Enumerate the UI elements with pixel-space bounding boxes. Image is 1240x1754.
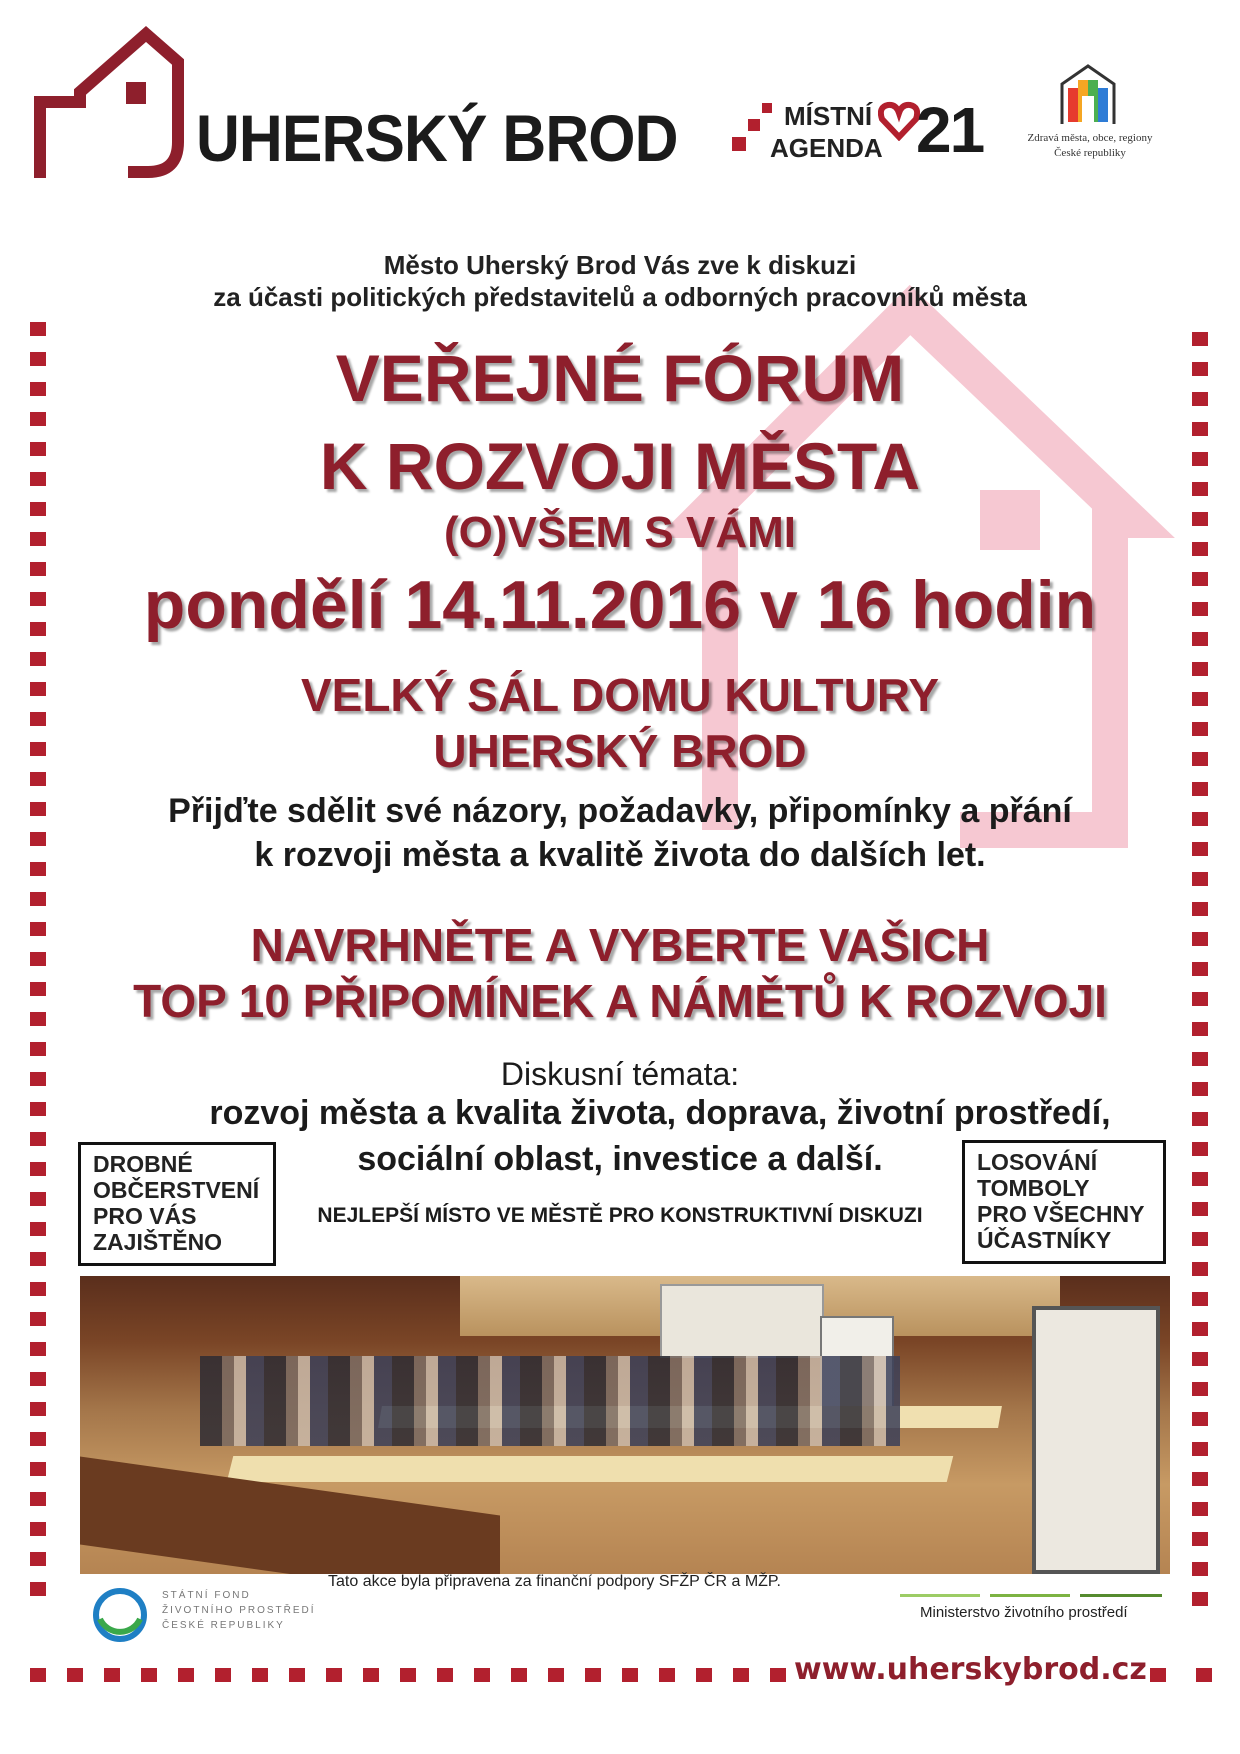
border-dot — [511, 1668, 527, 1682]
event-subtitle: (O)VŠEM S VÁMI — [443, 508, 797, 557]
tombola-line: LOSOVÁNÍ — [977, 1149, 1098, 1175]
city-name-logo: UHERSKÝ BROD — [196, 101, 678, 175]
tombola-line: PRO VŠECHNY — [977, 1201, 1145, 1227]
refreshments-line: PRO VÁS — [93, 1203, 197, 1229]
support-note: Tato akce byla připravena za finanční podpory SFŽP ČR a MŽP. — [328, 1573, 781, 1590]
sfzp-line2: ŽIVOTNÍHO PROSTŘEDÍ — [162, 1605, 316, 1616]
tombola-line: ÚČASTNÍKY — [977, 1227, 1112, 1253]
invitation-line2: za účasti politických představitelů a odborných pracovníků města — [213, 282, 1027, 312]
agenda-dot — [762, 103, 772, 113]
border-dot — [1192, 1352, 1208, 1366]
ministry-line-divider — [990, 1594, 1070, 1597]
border-dot — [659, 1668, 675, 1682]
border-dot — [1192, 1502, 1208, 1516]
border-dot — [770, 1668, 786, 1682]
border-dot — [30, 1222, 46, 1236]
border-dot — [30, 1668, 46, 1682]
border-dot — [1192, 1292, 1208, 1306]
border-dot — [30, 892, 46, 906]
border-dot — [30, 1282, 46, 1296]
tombola-line: TOMBOLY — [977, 1175, 1090, 1201]
border-dot — [1192, 1262, 1208, 1276]
border-dot — [1192, 1322, 1208, 1336]
border-dot — [30, 652, 46, 666]
border-dot — [30, 1522, 46, 1536]
agenda21-logo — [730, 95, 1010, 175]
sfzp-line3: ČESKÉ REPUBLIKY — [162, 1620, 285, 1631]
agenda-dot — [732, 137, 746, 151]
border-dot — [400, 1668, 416, 1682]
border-dot — [30, 1192, 46, 1206]
border-dot — [141, 1668, 157, 1682]
border-dot — [1192, 902, 1208, 916]
venue-line1: VELKÝ SÁL DOMU KULTURY — [300, 669, 940, 721]
border-dot — [548, 1668, 564, 1682]
border-dot — [30, 1372, 46, 1386]
venue-line2: UHERSKÝ BROD — [433, 725, 807, 777]
border-dot — [622, 1668, 638, 1682]
border-dot — [326, 1668, 342, 1682]
ministry-line-divider — [900, 1594, 980, 1597]
border-dot — [30, 1042, 46, 1056]
event-date: pondělí 14.11.2016 v 16 hodin — [143, 567, 1097, 643]
border-dot — [1192, 1142, 1208, 1156]
border-dot — [1192, 1382, 1208, 1396]
border-dot — [733, 1668, 749, 1682]
border-dot — [30, 1492, 46, 1506]
border-dot — [104, 1668, 120, 1682]
border-dot — [30, 322, 46, 336]
border-dot — [585, 1668, 601, 1682]
appeal-line2: k rozvoji města a kvalitě života do dalších let. — [254, 836, 986, 874]
topics-tagline: NEJLEPŠÍ MÍSTO VE MĚSTĚ PRO KONSTRUKTIVNÍ DISKUZI — [317, 1204, 923, 1227]
topics-line2: sociální oblast, investice a další. — [357, 1140, 883, 1178]
border-dot — [1192, 1202, 1208, 1216]
poster-board — [1032, 1306, 1160, 1574]
border-dot — [30, 1102, 46, 1116]
border-dot — [30, 1252, 46, 1266]
refreshments-line: ZAJIŠTĚNO — [93, 1229, 223, 1255]
border-dot — [1192, 1472, 1208, 1486]
border-dot — [30, 1402, 46, 1416]
heart-icon — [878, 101, 920, 141]
border-dot — [1192, 1412, 1208, 1426]
border-dot — [1192, 1172, 1208, 1186]
website-link[interactable]: www.uherskybrod.cz — [794, 1652, 1147, 1687]
border-dot — [178, 1668, 194, 1682]
top10-line1: NAVRHNĚTE A VYBERTE VAŠICH — [250, 919, 990, 971]
event-title-line1: VEŘEJNÉ FÓRUM — [335, 341, 905, 415]
border-dot — [474, 1668, 490, 1682]
border-dot — [252, 1668, 268, 1682]
agenda-dot — [748, 119, 760, 131]
agenda-line2: AGENDA — [770, 133, 883, 163]
forum-hall-photo — [80, 1276, 1170, 1574]
border-dot — [30, 1462, 46, 1476]
border-dot — [1192, 1562, 1208, 1576]
table — [227, 1456, 953, 1482]
tombola-box — [962, 1140, 1166, 1264]
topics-line1: rozvoj města a kvalita života, doprava, životní prostředí, — [209, 1094, 1111, 1132]
people-group — [200, 1356, 900, 1446]
topics-heading: Diskusní témata: — [500, 1056, 740, 1092]
refreshments-line: DROBNÉ — [93, 1151, 193, 1177]
refreshments-box — [78, 1142, 276, 1266]
healthy-cities-line1: Zdravá města, obce, regiony — [1027, 132, 1153, 144]
invitation-line1: Město Uherský Brod Vás zve k diskuzi — [383, 250, 857, 280]
border-dot — [30, 1312, 46, 1326]
border-dot — [30, 1342, 46, 1356]
border-dot — [67, 1668, 83, 1682]
agenda-line1: MÍSTNÍ — [784, 101, 873, 131]
border-dot — [30, 1552, 46, 1566]
border-dot — [1192, 1532, 1208, 1546]
border-dot — [30, 1162, 46, 1176]
border-dot — [1192, 1592, 1208, 1606]
refreshments-line: OBČERSTVENÍ — [93, 1177, 260, 1203]
border-dot — [30, 1582, 46, 1596]
healthy-cities-logo-icon — [1056, 62, 1120, 126]
ministry-name: Ministerstvo životního prostředí — [920, 1604, 1128, 1621]
event-title-line2: K ROZVOJI MĚSTA — [319, 429, 921, 503]
border-dot — [289, 1668, 305, 1682]
border-dot — [1150, 1668, 1166, 1682]
agenda-number: 21 — [916, 94, 984, 166]
border-dot — [437, 1668, 453, 1682]
top10-line2: TOP 10 PŘIPOMÍNEK A NÁMĚTŮ K ROZVOJI — [133, 975, 1107, 1027]
border-dot — [30, 1132, 46, 1146]
border-dot — [696, 1668, 712, 1682]
ministry-line-divider — [1080, 1594, 1162, 1597]
border-dot — [363, 1668, 379, 1682]
appeal-line1: Přijďte sdělit své názory, požadavky, připomínky a přání — [168, 792, 1072, 830]
sfzp-logo-icon — [90, 1585, 150, 1645]
border-dot — [1192, 1442, 1208, 1456]
healthy-cities-line2: České republiky — [1054, 147, 1126, 159]
border-dot — [30, 1432, 46, 1446]
sfzp-line1: STÁTNÍ FOND — [162, 1590, 251, 1601]
border-dot — [1196, 1668, 1212, 1682]
house-logo-icon — [28, 22, 188, 180]
border-dot — [215, 1668, 231, 1682]
border-dot — [1192, 1232, 1208, 1246]
projection-screen — [660, 1284, 824, 1358]
